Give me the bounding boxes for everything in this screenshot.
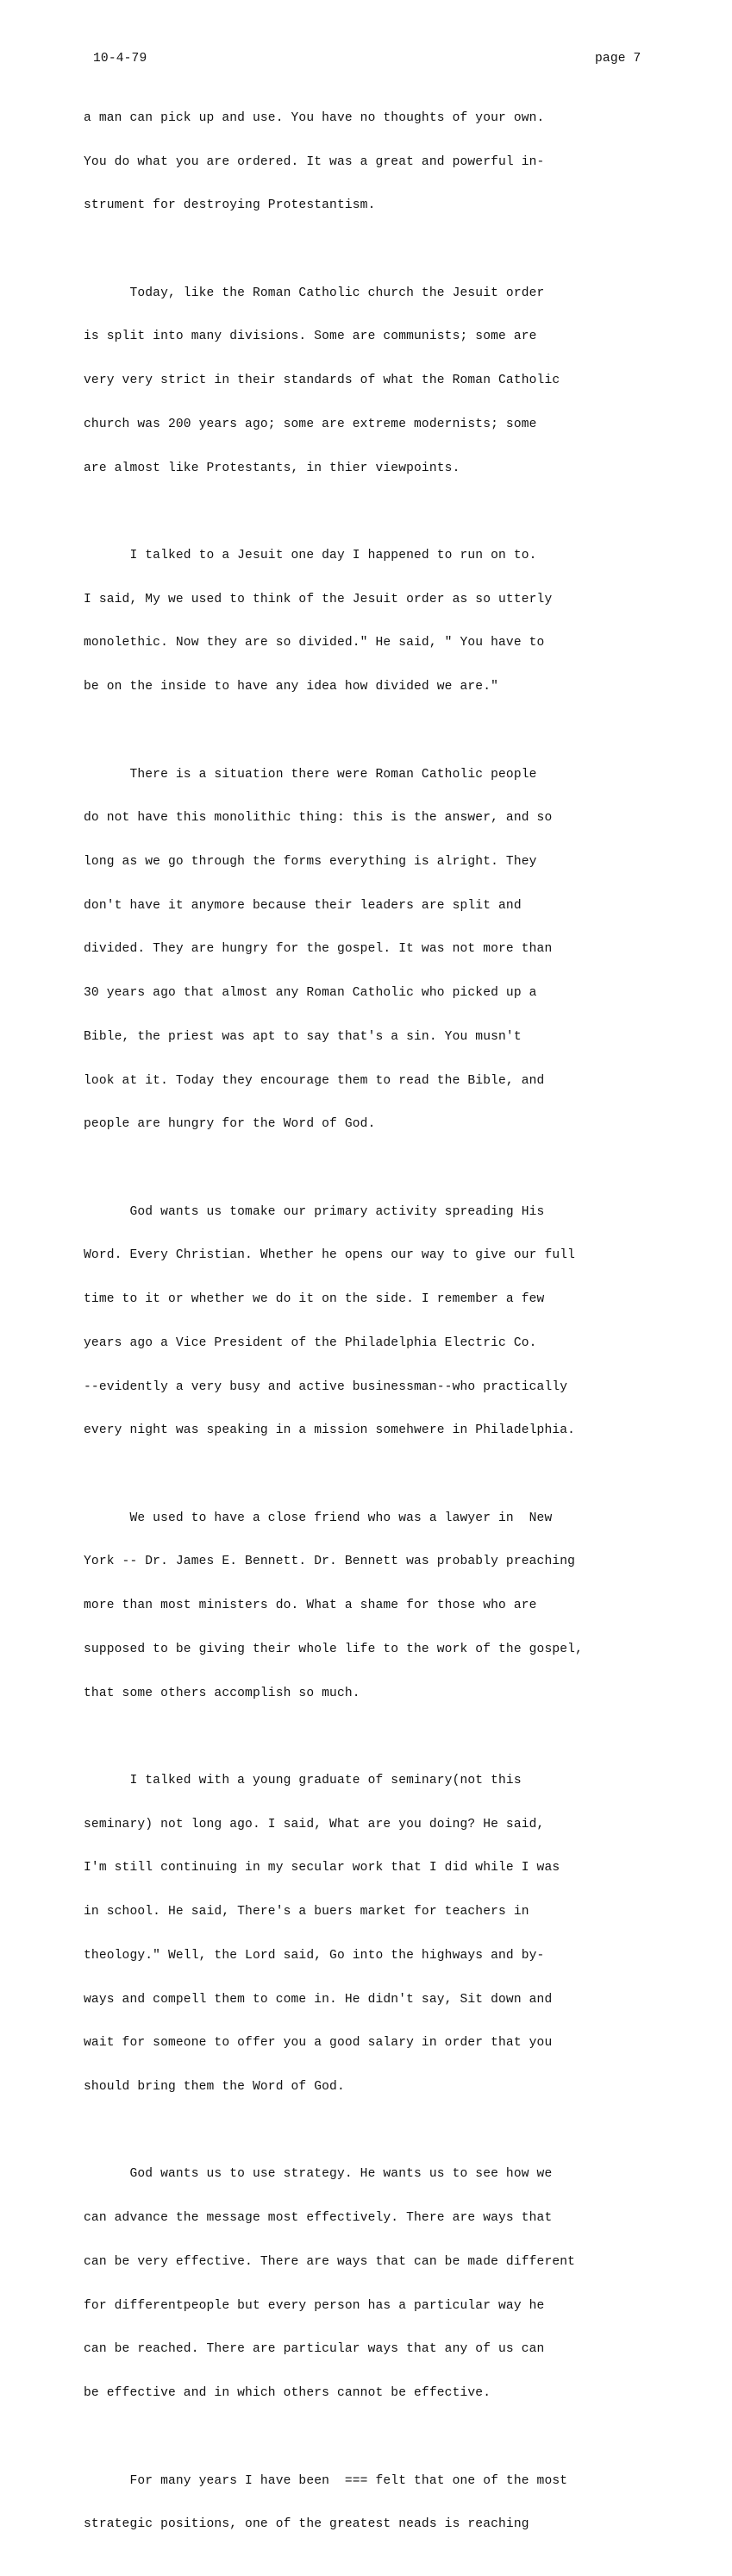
text-line: We used to have a close friend who was a lawyer in New — [84, 1511, 553, 1525]
text-line: can advance the message most effectively. There are ways that — [84, 2211, 553, 2226]
text-line: strategic positions, one of the greatest neads is reaching — [84, 2517, 529, 2532]
text-line: should bring them the Word of God. — [84, 2080, 345, 2095]
text-line: can be very effective. There are ways that can be made different — [84, 2254, 576, 2269]
text-line: I'm still continuing in my secular work that I did while I was — [84, 1861, 560, 1875]
paragraph — [84, 257, 687, 505]
text-line: There is a situation there were Roman Catholic people — [84, 767, 537, 782]
text-line: very very strict in their standards of what the Roman Catholic — [84, 374, 560, 388]
paragraph — [84, 1482, 687, 1730]
text-line: I talked to a Jesuit one day I happened to run on to. — [84, 548, 537, 562]
text-line: is split into many divisions. Some are communists; some are — [84, 330, 537, 344]
text-line: are almost like Protestants, in thier viewpoints. — [84, 461, 460, 475]
text-line: look at it. Today they encourage them to read the Bible, and — [84, 1073, 545, 1088]
paragraph — [84, 2139, 687, 2430]
text-line: every night was speaking in a mission somehwere in Philadelphia. — [84, 1423, 576, 1438]
page-date: 10-4-79 — [93, 52, 147, 66]
text-line: I talked with a young graduate of seminary(not this — [84, 1774, 522, 1788]
text-line: years ago a Vice President of the Philadelphia Electric Co. — [84, 1335, 537, 1350]
text-line: a man can pick up and use. You have no thoughts of your own. — [84, 110, 545, 125]
paragraph — [84, 1744, 687, 2124]
text-line: long as we go through the forms everything is alright. They — [84, 854, 537, 869]
text-line: Word. Every Christian. Whether he opens our way to give our full — [84, 1248, 576, 1263]
text-line: in school. He said, There's a buers market for teachers in — [84, 1905, 529, 1919]
page-number: page 7 — [595, 52, 641, 66]
text-line: supposed to be giving their whole life to the work of the gospel, — [84, 1642, 583, 1656]
text-line: Today, like the Roman Catholic church the Jesuit order — [84, 286, 545, 300]
text-line: be effective and in which others cannot be effective. — [84, 2386, 491, 2401]
paragraph — [84, 82, 687, 242]
paragraph — [84, 519, 687, 724]
text-line: church was 200 years ago; some are extreme modernists; some — [84, 417, 537, 431]
text-line: do not have this monolithic thing: this is the answer, and so — [84, 811, 553, 826]
text-line: For many years I have been === felt that one of the most — [84, 2473, 568, 2488]
paragraph — [84, 1176, 687, 1467]
text-line: can be reached. There are particular ways that any of us can — [84, 2342, 545, 2357]
text-line: I said, My we used to think of the Jesuit order as so utterly — [84, 592, 553, 606]
text-line: ways and compell them to come in. He didn't say, Sit down and — [84, 1992, 553, 2007]
text-line: strument for destroying Protestantism. — [84, 198, 376, 213]
text-line: theology." Well, the Lord said, Go into the highways and by- — [84, 1948, 545, 1963]
text-line: Bible, the priest was apt to say that's a sin. You musn't — [84, 1029, 522, 1044]
text-line: You do what you are ordered. It was a great and powerful in- — [84, 154, 545, 169]
text-line: --evidently a very busy and active businessman--who practically — [84, 1379, 568, 1394]
document-body — [84, 82, 687, 2576]
text-line: don't have it anymore because their leaders are split and — [84, 898, 522, 913]
paragraph — [84, 738, 687, 1161]
text-line: God wants us to use strategy. He wants us to see how we — [84, 2167, 553, 2182]
text-line: 30 years ago that almost any Roman Catholic who picked up a — [84, 986, 537, 1001]
text-line: seminary) not long ago. I said, What are you doing? He said, — [84, 1817, 545, 1831]
paragraph — [84, 2445, 687, 2561]
text-line: time to it or whether we do it on the side. I remember a few — [84, 1292, 545, 1307]
text-line: be on the inside to have any idea how divided we are." — [84, 680, 499, 694]
text-line: that some others accomplish so much. — [84, 1686, 360, 1700]
text-line: more than most ministers do. What a shame for those who are — [84, 1599, 537, 1613]
text-line: God wants us tomake our primary activity spreading His — [84, 1204, 545, 1219]
text-line: wait for someone to offer you a good salary in order that you — [84, 2036, 553, 2051]
text-line: for differentpeople but every person has a particular way he — [84, 2298, 545, 2313]
text-line: monolethic. Now they are so divided." He said, " You have to — [84, 636, 545, 650]
text-line: York -- Dr. James E. Bennett. Dr. Bennett was probably preaching — [84, 1555, 576, 1569]
text-line: divided. They are hungry for the gospel. It was not more than — [84, 942, 553, 957]
text-line: people are hungry for the Word of God. — [84, 1117, 376, 1132]
